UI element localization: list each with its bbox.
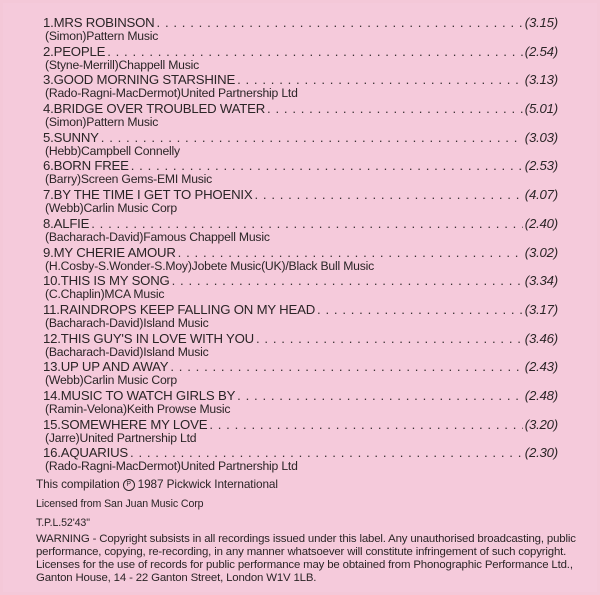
- track-item: [43, 72, 558, 101]
- track-item: [43, 445, 558, 474]
- dot-leader: [237, 72, 523, 87]
- track-item: [43, 216, 558, 245]
- track-duration: (3.34): [524, 273, 558, 289]
- track-credit: (Webb)Carlin Music Corp: [45, 201, 177, 216]
- track-duration: (3.13): [524, 72, 558, 88]
- track-title: 1.MRS ROBINSON: [43, 15, 155, 30]
- dot-leader: [237, 388, 523, 403]
- track-title: 11.RAINDROPS KEEP FALLING ON MY HEAD: [43, 301, 316, 317]
- track-title: 8.ALFIE: [43, 215, 90, 231]
- track-duration: (2.53): [524, 158, 558, 174]
- dot-leader: [178, 245, 523, 260]
- track-credit: (Hebb)Campbell Connelly: [45, 143, 180, 158]
- track-row: [43, 445, 558, 460]
- track-row: [43, 302, 558, 317]
- track-credit: (Jarre)United Partnership Ltd: [45, 430, 197, 445]
- track-item: [43, 15, 558, 44]
- track-item: [43, 101, 558, 130]
- track-duration: (3.02): [524, 244, 558, 260]
- track-item: [43, 245, 558, 274]
- track-credit: (Webb)Carlin Music Corp: [45, 373, 177, 388]
- dot-leader: [101, 130, 523, 145]
- track-duration: (3.46): [524, 330, 558, 346]
- license-line: Licensed from San Juan Music Corp: [36, 497, 204, 510]
- track-credit: (Bacharach-David)Island Music: [45, 344, 209, 359]
- track-duration: (2.30): [524, 445, 558, 461]
- track-item: [43, 388, 558, 417]
- dot-leader: [317, 302, 523, 317]
- dot-leader: [131, 158, 523, 173]
- track-duration: (2.48): [524, 387, 558, 403]
- warning-line: Ganton House, 14 - 22 Ganton Street, London W1V 1LB.: [36, 572, 317, 584]
- compilation-suffix: 1987 Pickwick International: [137, 477, 278, 491]
- compilation-prefix: This compilation: [36, 477, 120, 491]
- track-title: 9.MY CHERIE AMOUR: [43, 244, 176, 260]
- track-title: 10.THIS IS MY SONG: [43, 273, 170, 289]
- dot-leader: [91, 216, 523, 231]
- track-list: [43, 15, 558, 474]
- track-row: [43, 216, 558, 231]
- warning-line: performance, copying, re-recording, in any manner whatsoever will constitute infringement of such copyright.: [36, 546, 567, 558]
- dot-leader: [267, 101, 523, 116]
- dot-leader: [256, 331, 523, 346]
- track-duration: (3.17): [524, 301, 558, 317]
- warning-line: Licenses for the use of records for public performance may be obtained from Phonographic Performance Ltd.,: [36, 559, 573, 571]
- track-item: [43, 417, 558, 446]
- phonogram-copyright-icon: P: [123, 479, 135, 491]
- track-credit: (Simon)Pattern Music: [45, 115, 159, 130]
- track-title: 3.GOOD MORNING STARSHINE: [43, 72, 236, 88]
- footer-info: [36, 475, 278, 534]
- track-credit: (C.Chaplin)MCA Music: [45, 287, 165, 302]
- dot-leader: [130, 445, 523, 460]
- track-row: [43, 245, 558, 260]
- track-row: [43, 44, 558, 59]
- track-item: [43, 44, 558, 73]
- track-title: 13.UP UP AND AWAY: [43, 359, 169, 375]
- track-credit: (Ramin-Velona)Keith Prowse Music: [45, 401, 231, 416]
- track-duration: (5.01): [524, 101, 558, 117]
- track-credit: (Rado-Ragni-MacDermot)United Partnership Ltd: [45, 86, 298, 101]
- track-duration: (2.43): [524, 359, 558, 375]
- cd-back-cover: [3, 3, 597, 592]
- track-title: 5.SUNNY: [43, 129, 99, 145]
- track-title: 2.PEOPLE: [43, 43, 106, 59]
- track-title: 7.BY THE TIME I GET TO PHOENIX: [43, 187, 253, 203]
- track-title: 15.SOMEWHERE MY LOVE: [43, 416, 208, 432]
- dot-leader: [209, 417, 522, 432]
- track-credit: (Rado-Ragni-MacDermot)United Partnership Ltd: [45, 459, 298, 474]
- dot-leader: [172, 273, 523, 288]
- track-credit: (H.Cosby-S.Wonder-S.Moy)Jobete Music(UK)/Black Bull Music: [45, 258, 375, 273]
- track-item: [43, 158, 558, 187]
- track-title: 16.AQUARIUS: [43, 445, 129, 461]
- track-duration: (4.07): [524, 187, 558, 203]
- total-time: T.P.L.52'43": [36, 517, 90, 529]
- track-row: [43, 388, 558, 403]
- track-row: [43, 359, 558, 374]
- copyright-warning: [36, 533, 586, 585]
- track-credit: (Styne-Merrill)Chappell Music: [45, 57, 200, 72]
- track-row: [43, 15, 558, 30]
- track-duration: (3.20): [524, 416, 558, 432]
- track-row: [43, 130, 558, 145]
- track-title: 6.BORN FREE: [43, 158, 129, 174]
- track-row: [43, 72, 558, 87]
- track-item: [43, 331, 558, 360]
- track-credit: (Bacharach-David)Famous Chappell Music: [45, 229, 270, 244]
- track-row: [43, 101, 558, 116]
- track-title: 4.BRIDGE OVER TROUBLED WATER: [43, 101, 266, 117]
- track-row: [43, 417, 558, 432]
- track-credit: (Barry)Screen Gems-EMI Music: [45, 172, 213, 187]
- track-item: [43, 302, 558, 331]
- dot-leader: [157, 15, 523, 30]
- track-title: 14.MUSIC TO WATCH GIRLS BY: [43, 387, 236, 403]
- dot-leader: [107, 44, 523, 59]
- track-item: [43, 273, 558, 302]
- track-row: [43, 187, 558, 202]
- track-credit: (Simon)Pattern Music: [45, 29, 159, 43]
- dot-leader: [254, 187, 522, 202]
- track-row: [43, 331, 558, 346]
- compilation-line: [36, 475, 278, 495]
- track-row: [43, 273, 558, 288]
- track-item: [43, 130, 558, 159]
- dot-leader: [170, 359, 522, 374]
- track-duration: (2.40): [524, 215, 558, 231]
- track-row: [43, 158, 558, 173]
- track-item: [43, 359, 558, 388]
- track-title: 12.THIS GUY'S IN LOVE WITH YOU: [43, 330, 254, 346]
- track-duration: (2.54): [524, 43, 558, 59]
- track-item: [43, 187, 558, 216]
- track-credit: (Bacharach-David)Island Music: [45, 315, 209, 330]
- track-duration: (3.03): [524, 129, 558, 145]
- track-duration: (3.15): [524, 15, 558, 30]
- warning-line: WARNING - Copyright subsists in all recordings issued under this label. Any unauthorised broadcasting, public: [36, 533, 576, 545]
